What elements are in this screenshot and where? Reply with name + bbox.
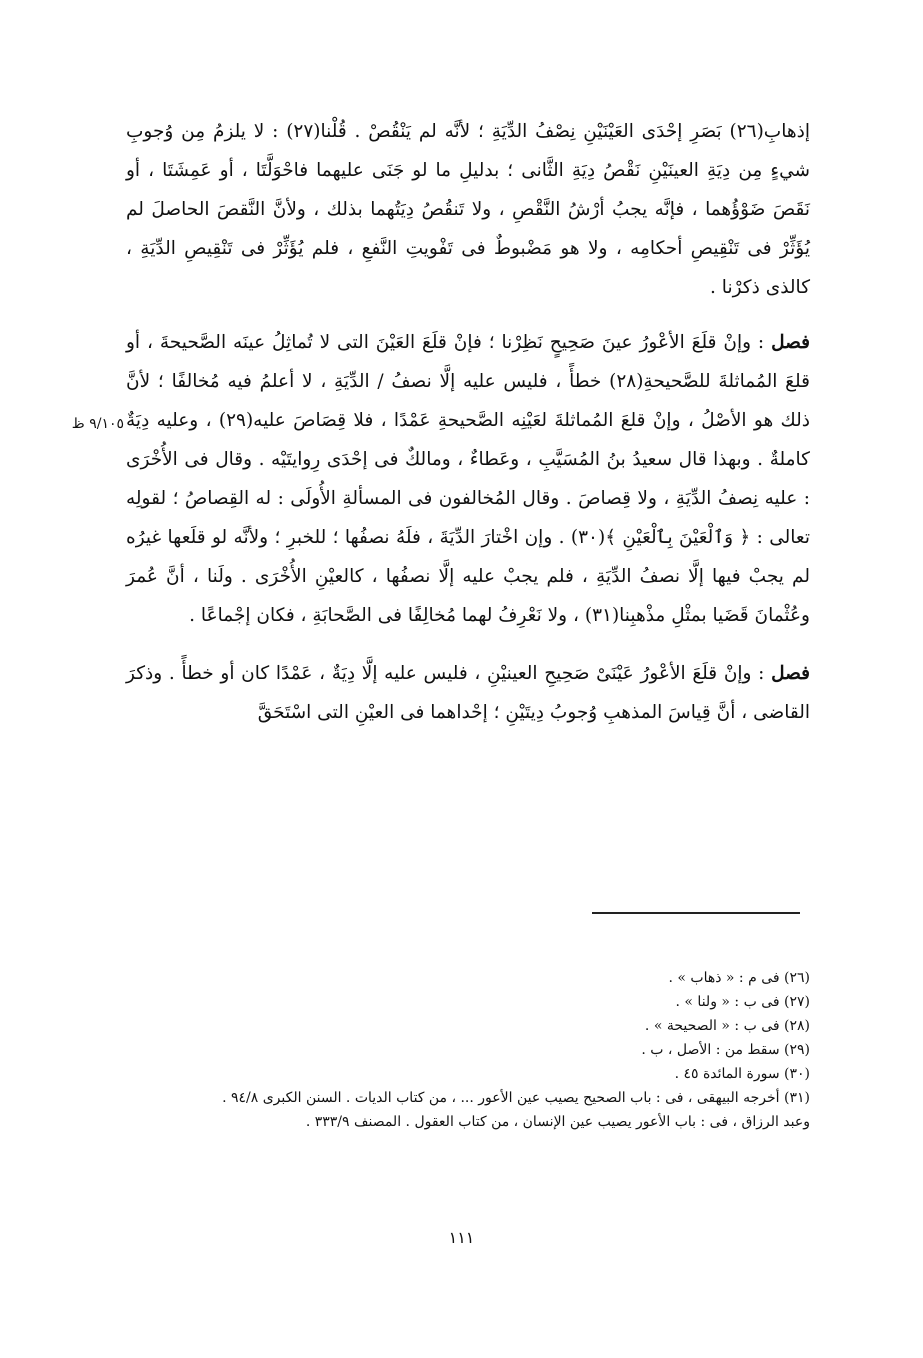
paragraph-3-text: : وإنْ قلَعَ الأعْورُ عَيْنَىْ صَحِيحِ العينيْنِ ، فليس عليه إلَّا دِيَةٌ ، عَمْدًا كان أو خطأً . وذكرَ القاضى ، أنَّ قِياسَ المذهبِ وُجوبُ دِيتَيْنِ ؛ إحْداهما فى العيْنِ التى اسْتَحَقَّ: [126, 663, 810, 723]
footnote-31-continued: وعبد الرزاق ، فى : باب الأعور يصيب عين الإنسان ، من كتاب العقول . المصنف ٣٣٣/٩ .: [305, 1114, 810, 1130]
paragraph-1: [126, 112, 810, 307]
footnote-31: (٣١) أخرجه البيهقى ، فى : باب الصحيح يصيب عين الأعور ... ، من كتاب الديات . السنن الكبرى ٩٤/٨ .: [222, 1090, 810, 1106]
footnote-27: (٢٧) فى ب : « ولنا » .: [675, 994, 810, 1010]
manuscript-folio-note: ٩/١٠٥ ظ: [71, 416, 124, 432]
main-text: [126, 112, 810, 751]
page-number: ١١١: [448, 1228, 475, 1247]
paragraph-2-text: : وإنْ قلَعَ الأعْورُ عينَ صَحِيحٍ نَظِرْنا ؛ فإنْ قلَعَ العَيْنَ التى لا تُماثِلُ عينَه الصَّحيحةَ ، أو قلعَ المُماثلةَ للصَّحيحةِ(٢٨) خطأً ، فليس عليه إلَّا نصفُ / الدِّيَةِ ، لا أعلمُ فيه مُخالفًا ؛ لأنَّ ذلك هو الأصْلُ ، وإنْ قلعَ المُماثلةَ لعَيْنِه الصَّحيحةِ عَمْدًا ، فلا قِصَاصَ عليه(٢٩) ، وعليه دِيَةٌ كاملةٌ . وبهذا قال سعيدُ بنُ المُسَيَّبِ ، وعَطاءٌ ، ومالكٌ فى إحْدَى رِوايتَيْه . وقال فى الأُخْرَى : عليه نِصفُ الدِّيَةِ ، ولا قِصاصَ . وقال المُخالفون فى المسألةِ الأُولَى : له القِصاصُ ؛ لقولِه تعالى : ﴿ وَٱلْعَيْنَ بِٱلْعَيْنِ ﴾(٣٠) . وإن اخْتارَ الدِّيَةَ ، فلَهُ نصفُها ؛ للخبرِ ؛ ولأنَّه لو قلَعها غيرُه لم يجبْ فيها إلَّا نصفُ الدِّيَةِ ، فلم يجبْ عليه إلَّا نصفُها ، كالعيْنِ الأُخْرَى . ولَنا ، أنَّ عُمرَ وعُثْمانَ قَضَيا بمثْلِ مذْهبِنا(٣١) ، ولا نَعْرِفُ لهما مُخالِفًا فى الصَّحابَةِ ، فكان إجْماعًا .: [126, 332, 810, 626]
footnote-28: (٢٨) فى ب : « الصحيحة » .: [644, 1018, 810, 1034]
footnote-26: (٢٦) فى م : « ذهاب » .: [668, 970, 810, 986]
section-heading-fasl: فصل: [771, 332, 810, 353]
paragraph-3: [126, 654, 810, 732]
footnote-30: (٣٠) سورة المائدة ٤٥ .: [674, 1066, 810, 1082]
section-heading-fasl: فصل: [771, 663, 810, 684]
footnote-divider: [592, 912, 800, 914]
paragraph-1-text: إذهابِ(٢٦) بَصَرِ إحْدَى العَيْنَيْنِ نِصْفُ الدِّيَةِ ؛ لأنَّه لم يَنْقُصْ . قُلْنا(٢٧) : لا يلزمُ مِن وُجوبِ شيءٍ مِن دِيَةِ العينَيْنِ نَقْصُ دِيَةِ الثَّانى ؛ بدليلِ ما لو جَنَى عليهما فاحْوَلَّتَا ، أو عَمِشَتَا ، أو نَقَصَ ضَوْؤُهما ، فإنَّه يجبُ أرْشُ النَّقْصِ ، ولا تَنقُصُ دِيَتُهما بذلك ، ولأنَّ النَّقصَ الحاصلَ لم يُؤَثِّرْ فى تَنْقِيصِ أحكامِه ، ولا هو مَضْبوطٌ فى تَفْويتِ النَّفعِ ، فلم يُؤَثِّرْ فى تَنْقِيصِ الدِّيَةِ ، كالذى ذكرْنا .: [126, 121, 810, 298]
paragraph-2: [126, 323, 810, 635]
footnotes: [126, 966, 810, 1134]
footnote-29: (٢٩) سقط من : الأصل ، ب .: [641, 1042, 810, 1058]
